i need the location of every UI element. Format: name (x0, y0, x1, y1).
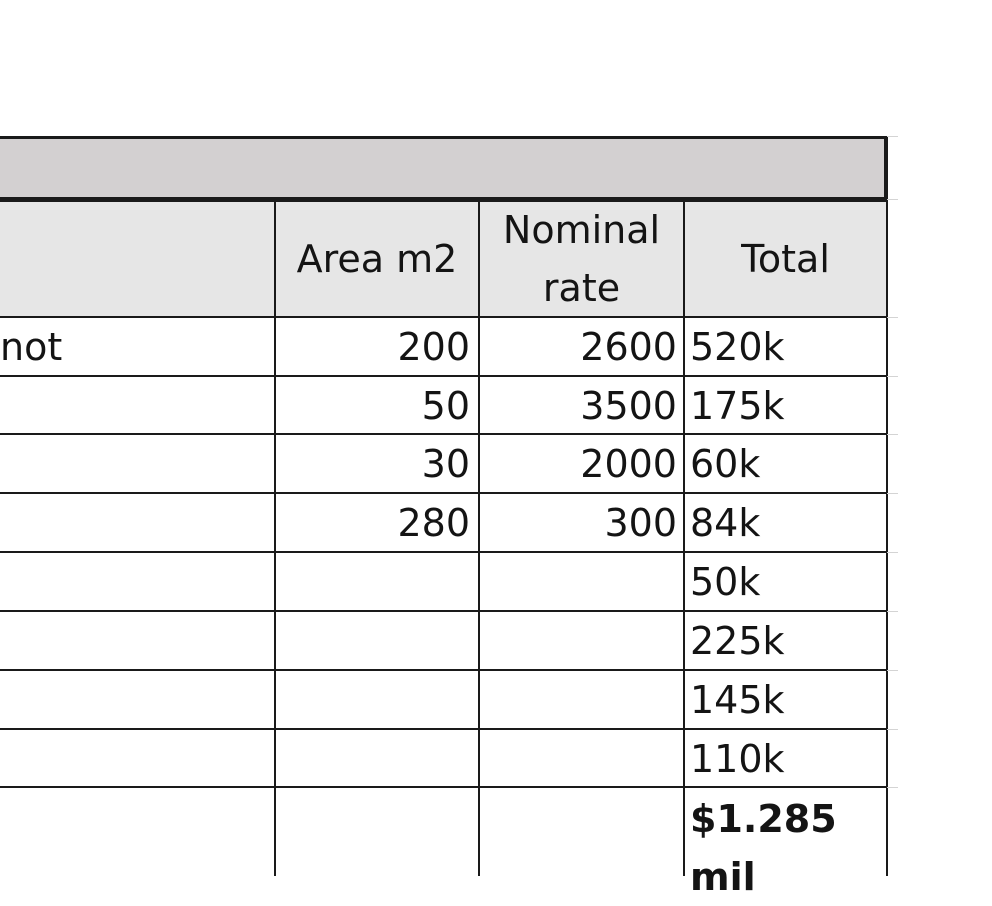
cell-total[interactable]: 520k (690, 325, 785, 369)
gridline (887, 199, 898, 200)
column-border (683, 199, 685, 876)
gridline (887, 787, 898, 788)
gridline (887, 670, 898, 671)
header-area-label: Area m2 (296, 237, 458, 281)
title-bar (0, 136, 888, 202)
gridline (887, 552, 898, 553)
header-area[interactable] (276, 202, 478, 316)
cell-rate[interactable]: 2600 (580, 325, 677, 369)
header-total[interactable] (685, 202, 886, 316)
header-rate-line1: Nominal (502, 208, 661, 252)
cell-total[interactable]: 60k (690, 442, 761, 486)
cell-total[interactable]: 225k (690, 619, 785, 663)
header-rate-label (503, 201, 660, 317)
header-total-label: Total (741, 237, 830, 281)
gridline (887, 317, 898, 318)
cell-rate[interactable]: 2000 (580, 442, 677, 486)
cell-total[interactable]: 84k (690, 501, 761, 545)
cell-rate[interactable]: 300 (604, 501, 677, 545)
cell-total[interactable]: 175k (690, 384, 785, 428)
gridline (887, 493, 898, 494)
column-border (886, 199, 888, 876)
cell-area[interactable]: 200 (397, 325, 470, 369)
gridline (887, 434, 898, 435)
cell-rate[interactable]: 3500 (580, 384, 677, 428)
grand-total-cell[interactable]: $1.285 mil (690, 797, 837, 899)
gridline (887, 611, 898, 612)
gridline (887, 136, 898, 137)
gridline (887, 729, 898, 730)
cell-total[interactable]: 145k (690, 678, 785, 722)
cell-area[interactable]: 50 (421, 384, 470, 428)
cell-area[interactable]: 30 (421, 442, 470, 486)
header-rate[interactable] (480, 202, 683, 316)
cell-total[interactable]: 110k (690, 737, 785, 781)
header-rate-line2: rate (542, 266, 621, 310)
cell-total[interactable]: 50k (690, 560, 761, 604)
gridline (887, 376, 898, 377)
cell-description[interactable]: not (0, 325, 63, 369)
header-description[interactable] (0, 202, 274, 316)
cell-area[interactable]: 280 (397, 501, 470, 545)
